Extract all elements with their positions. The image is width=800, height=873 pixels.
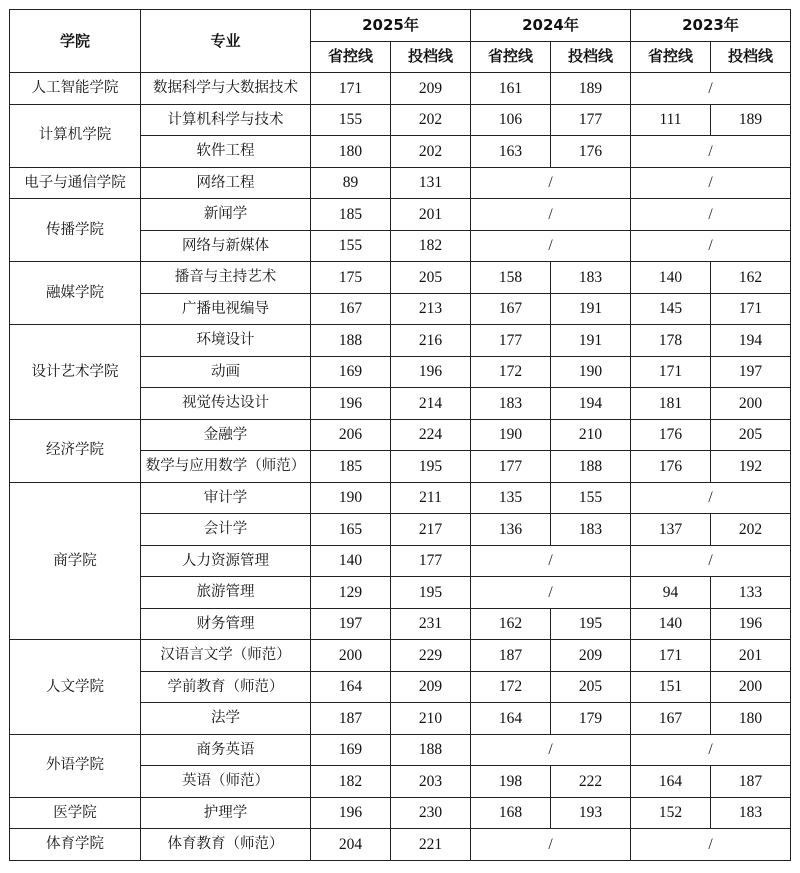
major-cell: 计算机科学与技术 [141,104,311,136]
admission-line-y2024: 210 [551,419,631,451]
not-available-y2024: / [471,230,631,262]
not-available-y2023: / [631,167,791,199]
college-cell: 外语学院 [10,734,141,797]
major-cell: 数学与应用数学（师范） [141,451,311,483]
header-admission-2024: 投档线 [551,41,631,73]
provincial-line-y2025: 169 [311,734,391,766]
header-year-2023: 2023年 [631,10,791,42]
college-cell: 传播学院 [10,199,141,262]
admission-line-y2024: 193 [551,797,631,829]
admission-line-y2023: 205 [711,419,791,451]
not-available-y2023: / [631,829,791,861]
admission-line-y2025: 217 [391,514,471,546]
provincial-line-y2024: 164 [471,703,551,735]
admission-line-y2025: 203 [391,766,471,798]
admission-line-y2024: 209 [551,640,631,672]
admission-line-y2025: 202 [391,104,471,136]
table-row [10,104,791,136]
college-cell: 电子与通信学院 [10,167,141,199]
admission-line-y2023: 189 [711,104,791,136]
provincial-line-y2023: 151 [631,671,711,703]
provincial-line-y2025: 196 [311,797,391,829]
admission-line-y2025: 213 [391,293,471,325]
provincial-line-y2025: 169 [311,356,391,388]
not-available-y2024: / [471,577,631,609]
not-available-y2024: / [471,734,631,766]
header-provincial-2025: 省控线 [311,41,391,73]
admission-line-y2024: 195 [551,608,631,640]
provincial-line-y2024: 168 [471,797,551,829]
admission-line-y2025: 202 [391,136,471,168]
not-available-y2023: / [631,545,791,577]
table-body [10,73,791,861]
major-cell: 新闻学 [141,199,311,231]
major-cell: 人力资源管理 [141,545,311,577]
table-row [10,640,791,672]
provincial-line-y2025: 167 [311,293,391,325]
provincial-line-y2023: 176 [631,419,711,451]
provincial-line-y2023: 111 [631,104,711,136]
admission-line-y2025: 224 [391,419,471,451]
provincial-line-y2025: 188 [311,325,391,357]
admission-line-y2024: 176 [551,136,631,168]
major-cell: 网络工程 [141,167,311,199]
provincial-line-y2024: 183 [471,388,551,420]
provincial-line-y2025: 129 [311,577,391,609]
admission-line-y2023: 201 [711,640,791,672]
provincial-line-y2024: 177 [471,451,551,483]
admission-line-y2023: 183 [711,797,791,829]
provincial-line-y2024: 106 [471,104,551,136]
major-cell: 会计学 [141,514,311,546]
college-cell: 医学院 [10,797,141,829]
table-header [10,10,791,73]
provincial-line-y2024: 172 [471,671,551,703]
provincial-line-y2023: 152 [631,797,711,829]
admission-line-y2025: 210 [391,703,471,735]
header-college: 学院 [10,10,141,73]
provincial-line-y2025: 155 [311,104,391,136]
admission-line-y2025: 195 [391,577,471,609]
provincial-line-y2025: 197 [311,608,391,640]
provincial-line-y2023: 137 [631,514,711,546]
admission-line-y2025: 196 [391,356,471,388]
admission-line-y2025: 229 [391,640,471,672]
admission-line-y2024: 222 [551,766,631,798]
provincial-line-y2023: 167 [631,703,711,735]
admission-line-y2025: 209 [391,671,471,703]
not-available-y2024: / [471,545,631,577]
provincial-line-y2025: 180 [311,136,391,168]
header-provincial-2023: 省控线 [631,41,711,73]
provincial-line-y2023: 145 [631,293,711,325]
major-cell: 财务管理 [141,608,311,640]
table-row [10,325,791,357]
not-available-y2023: / [631,230,791,262]
admission-line-y2025: 216 [391,325,471,357]
provincial-line-y2023: 164 [631,766,711,798]
header-admission-2023: 投档线 [711,41,791,73]
major-cell: 审计学 [141,482,311,514]
major-cell: 广播电视编导 [141,293,311,325]
provincial-line-y2024: 136 [471,514,551,546]
provincial-line-y2025: 175 [311,262,391,294]
provincial-line-y2024: 162 [471,608,551,640]
admission-line-y2024: 191 [551,325,631,357]
provincial-line-y2025: 200 [311,640,391,672]
college-cell: 体育学院 [10,829,141,861]
admission-line-y2023: 162 [711,262,791,294]
major-cell: 体育教育（师范） [141,829,311,861]
table-row [10,262,791,294]
provincial-line-y2025: 185 [311,451,391,483]
major-cell: 网络与新媒体 [141,230,311,262]
provincial-line-y2025: 187 [311,703,391,735]
major-cell: 旅游管理 [141,577,311,609]
admission-line-y2024: 189 [551,73,631,105]
major-cell: 学前教育（师范） [141,671,311,703]
provincial-line-y2023: 171 [631,356,711,388]
provincial-line-y2023: 178 [631,325,711,357]
provincial-line-y2025: 165 [311,514,391,546]
not-available-y2023: / [631,199,791,231]
admission-line-y2023: 133 [711,577,791,609]
provincial-line-y2023: 181 [631,388,711,420]
provincial-line-y2025: 185 [311,199,391,231]
admission-line-y2025: 211 [391,482,471,514]
table-row [10,734,791,766]
table-row [10,482,791,514]
not-available-y2023: / [631,136,791,168]
admission-line-y2023: 187 [711,766,791,798]
admission-line-y2024: 191 [551,293,631,325]
provincial-line-y2024: 135 [471,482,551,514]
admission-line-y2024: 190 [551,356,631,388]
admission-line-y2025: 131 [391,167,471,199]
provincial-line-y2025: 164 [311,671,391,703]
major-cell: 数据科学与大数据技术 [141,73,311,105]
college-cell: 经济学院 [10,419,141,482]
admission-line-y2023: 180 [711,703,791,735]
provincial-line-y2023: 171 [631,640,711,672]
admission-line-y2025: 221 [391,829,471,861]
provincial-line-y2025: 206 [311,419,391,451]
college-cell: 商学院 [10,482,141,640]
major-cell: 商务英语 [141,734,311,766]
provincial-line-y2024: 158 [471,262,551,294]
admission-line-y2025: 188 [391,734,471,766]
header-year-2024: 2024年 [471,10,631,42]
major-cell: 播音与主持艺术 [141,262,311,294]
major-cell: 护理学 [141,797,311,829]
provincial-line-y2024: 161 [471,73,551,105]
admission-line-y2025: 201 [391,199,471,231]
provincial-line-y2024: 167 [471,293,551,325]
admission-line-y2024: 177 [551,104,631,136]
table-row [10,199,791,231]
major-cell: 视觉传达设计 [141,388,311,420]
provincial-line-y2024: 190 [471,419,551,451]
admission-line-y2023: 194 [711,325,791,357]
college-cell: 设计艺术学院 [10,325,141,420]
admission-line-y2024: 155 [551,482,631,514]
provincial-line-y2025: 190 [311,482,391,514]
provincial-line-y2023: 94 [631,577,711,609]
admission-line-y2023: 200 [711,388,791,420]
provincial-line-y2025: 140 [311,545,391,577]
provincial-line-y2024: 172 [471,356,551,388]
admission-line-y2024: 183 [551,514,631,546]
admission-line-y2023: 202 [711,514,791,546]
admission-line-y2023: 196 [711,608,791,640]
admission-line-y2024: 194 [551,388,631,420]
provincial-line-y2023: 140 [631,608,711,640]
admission-line-y2023: 171 [711,293,791,325]
admission-line-y2025: 205 [391,262,471,294]
not-available-y2024: / [471,199,631,231]
major-cell: 环境设计 [141,325,311,357]
provincial-line-y2025: 182 [311,766,391,798]
provincial-line-y2023: 140 [631,262,711,294]
provincial-line-y2025: 155 [311,230,391,262]
admission-line-y2025: 182 [391,230,471,262]
admission-line-y2025: 177 [391,545,471,577]
not-available-y2023: / [631,734,791,766]
admission-line-y2024: 179 [551,703,631,735]
provincial-line-y2024: 187 [471,640,551,672]
college-cell: 人工智能学院 [10,73,141,105]
admission-line-y2023: 200 [711,671,791,703]
header-admission-2025: 投档线 [391,41,471,73]
provincial-line-y2024: 198 [471,766,551,798]
major-cell: 动画 [141,356,311,388]
provincial-line-y2025: 204 [311,829,391,861]
provincial-line-y2023: 176 [631,451,711,483]
table-row [10,419,791,451]
not-available-y2024: / [471,167,631,199]
admission-line-y2023: 197 [711,356,791,388]
admission-score-table [9,9,791,861]
table-row [10,797,791,829]
major-cell: 金融学 [141,419,311,451]
admission-line-y2025: 209 [391,73,471,105]
admission-line-y2024: 188 [551,451,631,483]
admission-line-y2025: 195 [391,451,471,483]
not-available-y2023: / [631,482,791,514]
table-row [10,167,791,199]
admission-line-y2025: 231 [391,608,471,640]
provincial-line-y2024: 163 [471,136,551,168]
table-row [10,73,791,105]
header-year-2025: 2025年 [311,10,471,42]
table-row [10,829,791,861]
college-cell: 融媒学院 [10,262,141,325]
admission-line-y2025: 214 [391,388,471,420]
admission-line-y2023: 192 [711,451,791,483]
major-cell: 汉语言文学（师范） [141,640,311,672]
provincial-line-y2024: 177 [471,325,551,357]
college-cell: 人文学院 [10,640,141,735]
college-cell: 计算机学院 [10,104,141,167]
not-available-y2023: / [631,73,791,105]
admission-line-y2024: 205 [551,671,631,703]
provincial-line-y2025: 171 [311,73,391,105]
provincial-line-y2025: 196 [311,388,391,420]
major-cell: 英语（师范） [141,766,311,798]
admission-line-y2024: 183 [551,262,631,294]
header-provincial-2024: 省控线 [471,41,551,73]
major-cell: 法学 [141,703,311,735]
major-cell: 软件工程 [141,136,311,168]
admission-line-y2025: 230 [391,797,471,829]
not-available-y2024: / [471,829,631,861]
provincial-line-y2025: 89 [311,167,391,199]
header-major: 专业 [141,10,311,73]
